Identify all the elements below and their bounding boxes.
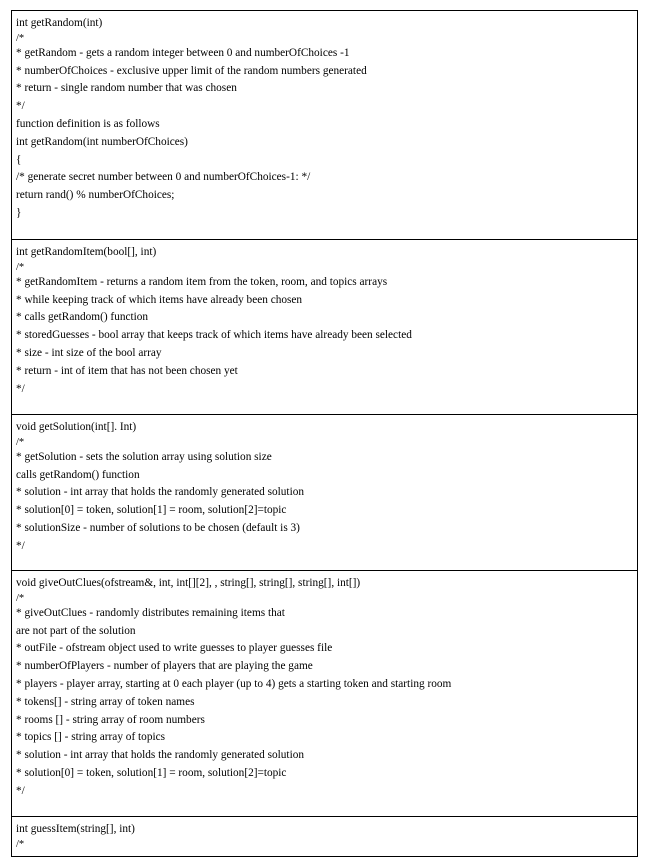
comment-line: * players - player array, starting at 0 each player (up to 4) gets a starting token and starting room: [16, 677, 452, 690]
comment-line: are not part of the solution: [16, 624, 136, 637]
comment-line: * solution - int array that holds the randomly generated solution: [16, 749, 305, 762]
function-block-guessItem: [12, 817, 637, 857]
comment-line: * giveOutClues - randomly distributes remaining items that: [16, 606, 285, 619]
comment-line: /*: [16, 838, 25, 850]
function-block-getRandomItem: [12, 240, 637, 415]
comment-line: * tokens[] - string array of token names: [16, 695, 195, 708]
code-line: return rand() % numberOfChoices;: [16, 189, 175, 202]
code-line: int getRandom(int numberOfChoices): [16, 135, 188, 148]
comment-line: * outFile - ofstream object used to write guesses to player guesses file: [16, 642, 333, 655]
comment-line: * numberOfPlayers - number of players that are playing the game: [16, 660, 313, 673]
comment-line: * solution[0] = token, solution[1] = room, solution[2]=topic: [16, 504, 287, 517]
comment-line: */: [16, 539, 25, 552]
comment-line: * solutionSize - number of solutions to be chosen (default is 3): [16, 521, 300, 534]
comment-line: calls getRandom() function: [16, 468, 140, 481]
comment-line: * return - single random number that was chosen: [16, 82, 237, 95]
code-line: /* generate secret number between 0 and numberOfChoices-1: */: [16, 171, 311, 184]
comment-line: * getRandomItem - returns a random item from the token, room, and topics arrays: [16, 275, 388, 288]
comment-line: /*: [16, 32, 25, 44]
comment-line: * solution[0] = token, solution[1] = room, solution[2]=topic: [16, 766, 287, 779]
comment-line: * getRandom - gets a random integer between 0 and numberOfChoices -1: [16, 46, 350, 59]
function-signature: int getRandomItem(bool[], int): [16, 246, 157, 258]
function-signature: void getSolution(int[]. Int): [16, 421, 137, 433]
function-block-getSolution: [12, 415, 637, 571]
function-signature: int guessItem(string[], int): [16, 823, 135, 835]
code-line: }: [16, 206, 22, 219]
comment-line: */: [16, 382, 25, 395]
comment-line: */: [16, 100, 25, 113]
function-block-getRandom: [12, 11, 637, 240]
comment-line: /*: [16, 261, 25, 273]
document-table: [11, 10, 638, 857]
comment-line: * calls getRandom() function: [16, 311, 149, 324]
comment-line: /*: [16, 592, 25, 604]
comment-line: * numberOfChoices - exclusive upper limit of the random numbers generated: [16, 64, 367, 77]
comment-line: * topics [] - string array of topics: [16, 731, 166, 744]
comment-line: * solution - int array that holds the randomly generated solution: [16, 486, 305, 499]
comment-line: */: [16, 784, 25, 797]
comment-line: * return - int of item that has not been chosen yet: [16, 364, 238, 377]
comment-line: /*: [16, 436, 25, 448]
function-block-giveOutClues: [12, 571, 637, 817]
comment-line: * size - int size of the bool array: [16, 346, 162, 359]
code-line: {: [16, 153, 22, 166]
comment-line: * rooms [] - string array of room numbers: [16, 713, 205, 726]
comment-line: * getSolution - sets the solution array using solution size: [16, 450, 272, 463]
function-signature: int getRandom(int): [16, 17, 103, 29]
comment-line: * while keeping track of which items have already been chosen: [16, 293, 303, 306]
code-line: function definition is as follows: [16, 117, 160, 130]
comment-line: * storedGuesses - bool array that keeps track of which items have already been selected: [16, 329, 412, 342]
function-signature: void giveOutClues(ofstream&, int, int[][2], , string[], string[], string[], int[]): [16, 577, 361, 589]
